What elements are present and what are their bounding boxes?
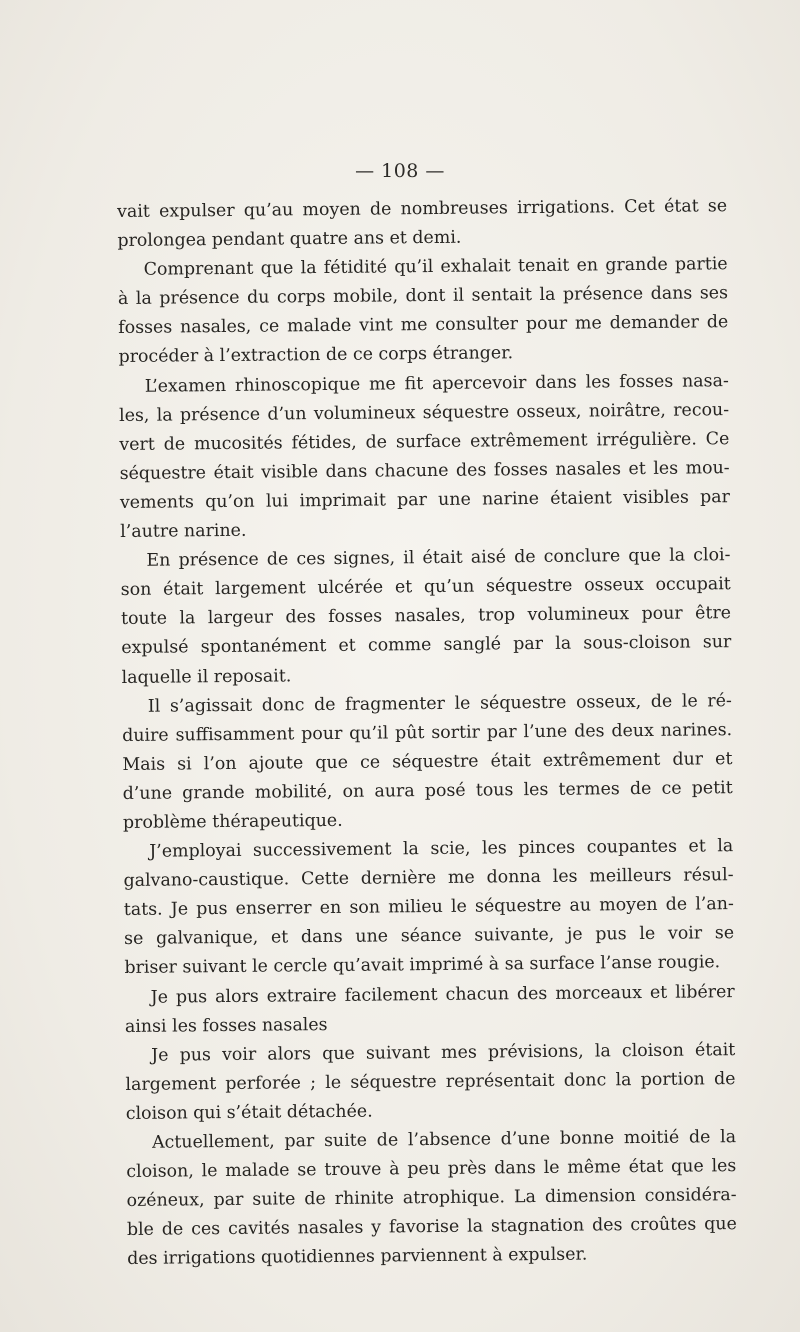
text-line: ainsi les fosses nasales	[124, 1014, 328, 1037]
paragraph	[120, 541, 731, 692]
text-line: se galvanique, et dans une séance suivante, je pus le voir se	[124, 923, 735, 950]
text-line: ozéneux, par suite de rhinite atrophique. La dimension considéra-	[126, 1185, 737, 1212]
body-text	[117, 192, 737, 1274]
paragraph	[125, 978, 736, 1042]
text-line: tats. Je pus enserrer en son milieu le séquestre au moyen de l’an-	[123, 894, 734, 921]
paragraph	[126, 1123, 737, 1274]
text-line: problème thérapeutique.	[122, 810, 343, 833]
text-line: les, la présence d’un volumineux séquestre osseux, noirâtre, recou-	[118, 399, 730, 426]
paragraph	[117, 192, 728, 256]
paragraph	[118, 250, 729, 372]
text-line: Je pus voir alors que suivant mes prévisions, la cloison était	[151, 1039, 736, 1066]
text-line: vert de mucosités fétides, de surface extrêmement irrégulière. Ce	[119, 428, 730, 455]
paragraph	[123, 832, 734, 983]
text-line: Il s’agissait donc de fragmenter le séquestre osseux, de le ré-	[147, 690, 732, 717]
text-line: largement perforée ; le séquestre représentait donc la portion de	[125, 1068, 736, 1095]
text-line: vements qu’on lui imprimait par une narine étaient visibles par	[119, 487, 730, 513]
paragraph	[119, 367, 731, 547]
text-line: cloison qui s’était détachée.	[125, 1101, 373, 1124]
text-line: des irrigations quotidiennes parviennent à expulser.	[127, 1244, 588, 1270]
text-line: à la présence du corps mobile, dont il sentait la présence dans ses	[117, 283, 729, 310]
text-line: d’une grande mobilité, on aura posé tous les termes de ce petit	[122, 777, 733, 804]
text-line: L’examen rhinoscopique me fit apercevoir dans les fosses nasa-	[144, 370, 729, 397]
paragraph	[122, 687, 733, 838]
text-line: séquestre était visible dans chacune des fosses nasales et les mou-	[119, 457, 730, 484]
text-line: Actuellement, par suite de l’absence d’une bonne moitié de la	[151, 1127, 737, 1153]
text-line: galvano-caustique. Cette dernière me donna les meilleurs résul-	[123, 865, 734, 892]
paragraph	[125, 1036, 736, 1129]
text-line: En présence de ces signes, il était aisé de conclure que la cloi-	[146, 545, 731, 571]
text-line: duire suffisamment pour qu’il pût sortir par l’une des deux narines.	[122, 719, 733, 746]
text-line: l’autre narine.	[120, 520, 247, 543]
text-line: J’employai successivement la scie, les pinces coupantes et la	[149, 836, 734, 862]
text-line: cloison, le malade se trouve à peu près dans le même état que les	[126, 1156, 737, 1183]
text-line: Comprenant que la fétidité qu’il exhalait tenait en grande partie	[143, 254, 728, 280]
text-line: toute la largeur des fosses nasales, trop volumineux pour être	[120, 603, 732, 630]
text-line: ble de ces cavités nasales y favorise la stagnation des croûtes que	[126, 1214, 737, 1241]
text-line: vait expulser qu’au moyen de nombreuses irrigations. Cet état se	[117, 196, 728, 222]
text-line: fosses nasales, ce malade vint me consulter pour me demander de	[118, 312, 729, 339]
text-line: son était largement ulcérée et qu’un séquestre osseux occupait	[120, 574, 731, 601]
text-line: expulsé spontanément et comme sanglé par la sous-cloison sur	[121, 632, 732, 659]
text-line: Mais si l’on ajoute que ce séquestre était extrêmement dur et	[122, 748, 733, 775]
text-line: laquelle il reposait.	[121, 665, 292, 688]
text-line: Je pus alors extraire facilement chacun des morceaux et libérer	[150, 981, 735, 1008]
text-line: procéder à l’extraction de ce corps étranger.	[118, 343, 514, 368]
page-number: — 108 —	[355, 160, 445, 182]
text-line: briser suivant le cercle qu’avait imprimé à sa surface l’anse rougie.	[124, 952, 721, 979]
text-line: prolongea pendant quatre ans et demi.	[117, 227, 462, 252]
